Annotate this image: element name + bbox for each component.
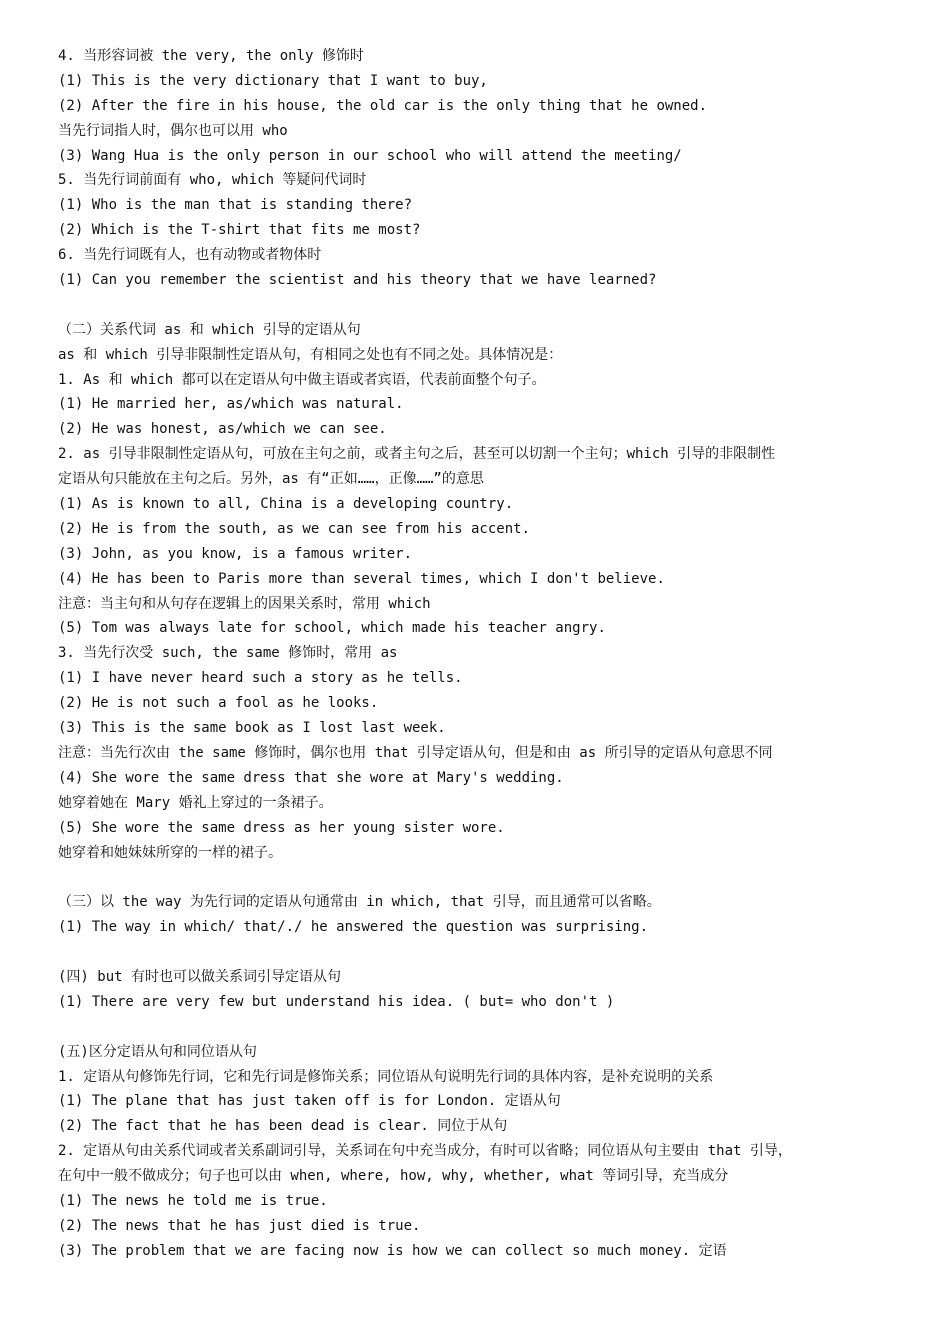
text-line: (5) Tom was always late for school, which made his teacher angry. xyxy=(58,620,606,637)
blank-line xyxy=(58,940,908,965)
text-line: (2) The fact that he has been dead is clear. 同位于从句 xyxy=(58,1118,508,1135)
text-line: (1) The plane that has just taken off is for London. 定语从句 xyxy=(58,1093,561,1110)
text-line: (1) Who is the man that is standing there? xyxy=(58,197,413,214)
text-line: 她穿着她在 Mary 婚礼上穿过的一条裙子。 xyxy=(58,794,333,811)
text-line: (5) She wore the same dress as her young sister wore. xyxy=(58,819,505,836)
text-line: (2) The news that he has just died is true. xyxy=(58,1217,421,1234)
text-line: 3. 当先行次受 such, the same 修饰时，常用 as xyxy=(58,645,398,662)
text-line: (1) I have never heard such a story as he tells. xyxy=(58,670,463,687)
text-line: (1) This is the very dictionary that I want to buy, xyxy=(58,72,488,89)
text-line: (1) There are very few but understand his idea. ( but= who don't ) xyxy=(58,993,615,1010)
text-line: 5. 当先行词前面有 who, which 等疑问代词时 xyxy=(58,172,367,189)
text-line: (2) After the fire in his house, the old car is the only thing that he owned. xyxy=(58,97,708,114)
text-line: (1) The news he told me is true. xyxy=(58,1192,328,1209)
text-line: (1) The way in which/ that/./ he answered the question was surprising. xyxy=(58,919,649,936)
text-line: （三）以 the way 为先行词的定语从句通常由 in which, that 引导，而且通常可以省略。 xyxy=(58,894,661,911)
text-line: 2. as 引导非限制性定语从句，可放在主句之前，或者主句之后，甚至可以切割一个主句；which 引导的非限制性 xyxy=(58,446,776,463)
text-line: (2) He is not such a fool as he looks. xyxy=(58,695,379,712)
text-line: (2) He was honest, as/which we can see. xyxy=(58,421,387,438)
text-line: (3) Wang Hua is the only person in our school who will attend the meeting/ xyxy=(58,147,682,164)
text-line: (4) He has been to Paris more than several times, which I don't believe. xyxy=(58,570,665,587)
blank-line xyxy=(58,293,908,318)
text-line: (1) He married her, as/which was natural. xyxy=(58,396,404,413)
text-line: 在句中一般不做成分；句子也可以由 when, where, how, why, whether, what 等词引导，充当成分 xyxy=(58,1168,729,1185)
text-line: as 和 which 引导非限制性定语从句，有相同之处也有不同之处。具体情况是： xyxy=(58,346,563,363)
document-page xyxy=(58,44,908,1264)
text-line: 1. As 和 which 都可以在定语从句中做主语或者宾语，代表前面整个句子。 xyxy=(58,371,546,388)
text-line: (4) She wore the same dress that she wore at Mary's wedding. xyxy=(58,769,564,786)
text-line: 2. 定语从句由关系代词或者关系副词引导，关系词在句中充当成分，有时可以省略；同位语从句主要由 that 引导， xyxy=(58,1143,792,1160)
text-line: (3) The problem that we are facing now is how we can collect so much money. 定语 xyxy=(58,1242,727,1259)
text-line: 定语从句只能放在主句之后。另外，as 有“正如……，正像……”的意思 xyxy=(58,471,484,488)
text-line: (2) He is from the south, as we can see from his accent. xyxy=(58,520,531,537)
text-line: (五)区分定语从句和同位语从句 xyxy=(58,1043,257,1060)
text-line: (3) John, as you know, is a famous writer. xyxy=(58,545,413,562)
text-line: 1. 定语从句修饰先行词，它和先行词是修饰关系；同位语从句说明先行词的具体内容，是补充说明的关系 xyxy=(58,1068,714,1085)
blank-line xyxy=(58,865,908,890)
text-line: 她穿着和她妹妹所穿的一样的裙子。 xyxy=(58,844,282,861)
text-line: 注意：当先行次由 the same 修饰时，偶尔也用 that 引导定语从句，但是和由 as 所引导的定语从句意思不同 xyxy=(58,744,773,761)
text-line: (1) As is known to all, China is a developing country. xyxy=(58,496,514,513)
blank-line xyxy=(58,1015,908,1040)
text-line: (3) This is the same book as I lost last week. xyxy=(58,720,446,737)
text-line: 注意：当主句和从句存在逻辑上的因果关系时，常用 which xyxy=(58,595,431,612)
text-line: 4. 当形容词被 the very, the only 修饰时 xyxy=(58,48,364,64)
text-line: （二）关系代词 as 和 which 引导的定语从句 xyxy=(58,321,361,338)
text-line: 6. 当先行词既有人，也有动物或者物体时 xyxy=(58,247,322,264)
text-line: (1) Can you remember the scientist and his theory that we have learned? xyxy=(58,272,657,289)
text-line: 当先行词指人时，偶尔也可以用 who xyxy=(58,122,288,139)
text-line: (四) but 有时也可以做关系词引导定语从句 xyxy=(58,968,341,985)
text-line: (2) Which is the T-shirt that fits me most? xyxy=(58,222,421,239)
